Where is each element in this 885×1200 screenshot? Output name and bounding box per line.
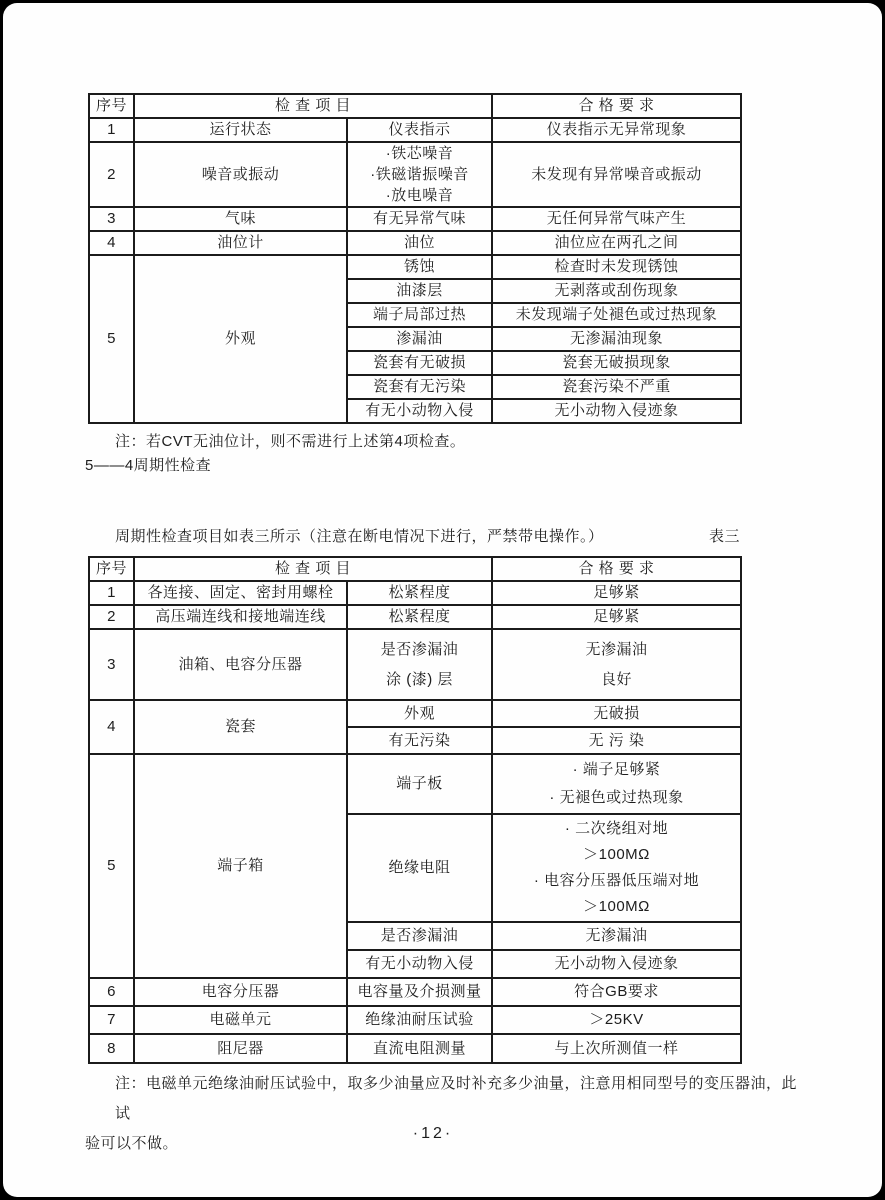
- cell-line: ·铁芯噪音: [385, 145, 454, 162]
- table-row: [89, 754, 741, 814]
- table-cell: 各连接、固定、密封用螺栓: [134, 581, 347, 605]
- table-cell: 无 污 染: [492, 727, 741, 754]
- note-line: 验可以不做。: [85, 1135, 179, 1152]
- table-cell: 油位: [347, 231, 492, 255]
- table-cell: 端子局部过热: [347, 303, 492, 327]
- cell-line: 涂 (漆) 层: [386, 670, 453, 688]
- table-cell: 油位计: [134, 231, 347, 255]
- table-cell: [492, 754, 741, 814]
- table-cell: 气味: [134, 207, 347, 231]
- note-oil-test: [85, 1069, 797, 1159]
- table-cell: 检查时未发现锈蚀: [492, 255, 741, 279]
- table-cell: 端子箱: [134, 754, 347, 978]
- table-row: [89, 118, 741, 142]
- table-cell: 瓷套有无破损: [347, 351, 492, 375]
- table-cell: [347, 629, 492, 700]
- page-number: ·12·: [412, 1125, 454, 1142]
- cell-line: ·铁磁谐振噪音: [370, 166, 469, 183]
- table-cell: 6: [89, 978, 134, 1006]
- inspection-table-periodic: [88, 556, 742, 1064]
- table-row: [89, 255, 741, 279]
- cell-line: 良好: [601, 670, 633, 688]
- table-label: 表三: [708, 528, 740, 545]
- table-cell: 8: [89, 1034, 134, 1063]
- table-row: [89, 142, 741, 207]
- table-cell: 油漆层: [347, 279, 492, 303]
- table-row: [89, 978, 741, 1006]
- table-cell: 绝缘油耐压试验: [347, 1006, 492, 1034]
- header-seq: 序号: [89, 557, 134, 581]
- table-cell: 运行状态: [134, 118, 347, 142]
- cell-line: 是否渗漏油: [380, 641, 459, 658]
- periodic-intro-row: [115, 525, 740, 546]
- inspection-table-daily: [88, 93, 742, 424]
- table-cell: 5: [89, 255, 134, 423]
- table-cell: ＞25KV: [492, 1006, 741, 1034]
- table-cell: 阻尼器: [134, 1034, 347, 1063]
- table-cell: 松紧程度: [347, 581, 492, 605]
- table-cell: 绝缘电阻: [347, 814, 492, 922]
- table-cell: 1: [89, 581, 134, 605]
- table-cell: 噪音或振动: [134, 142, 347, 207]
- header-requirement: 合 格 要 求: [492, 557, 741, 581]
- table-cell: 仪表指示无异常现象: [492, 118, 741, 142]
- table-cell: 有无小动物入侵: [347, 950, 492, 978]
- cell-line: · 二次绕组对地: [564, 820, 669, 837]
- table-row: [89, 700, 741, 727]
- table-cell: 仪表指示: [347, 118, 492, 142]
- table-cell: 瓷套污染不严重: [492, 375, 741, 399]
- table-cell: 无渗漏油现象: [492, 327, 741, 351]
- cell-line: ＞100MΩ: [583, 898, 650, 915]
- table-cell: 瓷套: [134, 700, 347, 754]
- table-cell: 无小动物入侵迹象: [492, 950, 741, 978]
- table-cell: 4: [89, 231, 134, 255]
- table-row: [89, 605, 741, 629]
- table-cell: 无破损: [492, 700, 741, 727]
- table-cell: 有无异常气味: [347, 207, 492, 231]
- table-row: [89, 1034, 741, 1063]
- note-cvt: 注：若CVT无油位计，则不需进行上述第4项检查。: [115, 433, 466, 450]
- table-cell: 无渗漏油: [492, 922, 741, 950]
- table-cell: 是否渗漏油: [347, 922, 492, 950]
- table-cell: 松紧程度: [347, 605, 492, 629]
- table-cell: 3: [89, 207, 134, 231]
- cell-line: ＞100MΩ: [583, 846, 650, 863]
- table-row: [89, 581, 741, 605]
- table-header-row: [89, 94, 741, 118]
- table-cell: 油位应在两孔之间: [492, 231, 741, 255]
- cell-line: ·放电噪音: [385, 187, 454, 204]
- cell-line: 无渗漏油: [585, 641, 648, 658]
- table-row: [89, 629, 741, 700]
- header-requirement: 合 格 要 求: [492, 94, 741, 118]
- table-cell: 电容分压器: [134, 978, 347, 1006]
- note-line: 注：电磁单元绝缘油耐压试验中，取多少油量应及时补充多少油量，注意用相同型号的变压器油，此试: [115, 1075, 798, 1122]
- cell-line: · 端子足够紧: [572, 761, 661, 778]
- table-cell: 未发现端子处褪色或过热现象: [492, 303, 741, 327]
- table-cell: [492, 814, 741, 922]
- table-cell: 有无污染: [347, 727, 492, 754]
- table-cell: 外观: [134, 255, 347, 423]
- table-cell: 瓷套无破损现象: [492, 351, 741, 375]
- page-border: [3, 3, 882, 1197]
- table-cell: 油箱、电容分压器: [134, 629, 347, 700]
- section-heading: 5——4周期性检查: [85, 457, 212, 474]
- header-seq: 序号: [89, 94, 134, 118]
- cell-line: · 无褪色或过热现象: [549, 789, 684, 806]
- table-cell: [347, 142, 492, 207]
- table-cell: 与上次所测值一样: [492, 1034, 741, 1063]
- table-cell: 1: [89, 118, 134, 142]
- table-row: [89, 1006, 741, 1034]
- table-header-row: [89, 557, 741, 581]
- periodic-intro: 周期性检查项目如表三所示（注意在断电情况下进行，严禁带电操作。）: [115, 528, 604, 545]
- table-cell: 4: [89, 700, 134, 754]
- table-cell: 电磁单元: [134, 1006, 347, 1034]
- table-cell: 3: [89, 629, 134, 700]
- table-cell: 瓷套有无污染: [347, 375, 492, 399]
- table-cell: 电容量及介损测量: [347, 978, 492, 1006]
- table-cell: 2: [89, 142, 134, 207]
- table-cell: 锈蚀: [347, 255, 492, 279]
- table-cell: 有无小动物入侵: [347, 399, 492, 423]
- table-cell: 无任何异常气味产生: [492, 207, 741, 231]
- table-cell: 足够紧: [492, 605, 741, 629]
- table-row: [89, 207, 741, 231]
- table-cell: [492, 629, 741, 700]
- table-cell: 7: [89, 1006, 134, 1034]
- table-cell: 无剥落或刮伤现象: [492, 279, 741, 303]
- header-item: 检 查 项 目: [134, 557, 492, 581]
- table-cell: 直流电阻测量: [347, 1034, 492, 1063]
- table-cell: 高压端连线和接地端连线: [134, 605, 347, 629]
- table-cell: 端子板: [347, 754, 492, 814]
- table-cell: 2: [89, 605, 134, 629]
- table-cell: 渗漏油: [347, 327, 492, 351]
- table-cell: 外观: [347, 700, 492, 727]
- header-item: 检 查 项 目: [134, 94, 492, 118]
- table-cell: 足够紧: [492, 581, 741, 605]
- table-row: [89, 231, 741, 255]
- table-cell: 未发现有异常噪音或振动: [492, 142, 741, 207]
- cell-line: · 电容分压器低压端对地: [533, 872, 700, 889]
- table-cell: 符合GB要求: [492, 978, 741, 1006]
- table-cell: 5: [89, 754, 134, 978]
- table-cell: 无小动物入侵迹象: [492, 399, 741, 423]
